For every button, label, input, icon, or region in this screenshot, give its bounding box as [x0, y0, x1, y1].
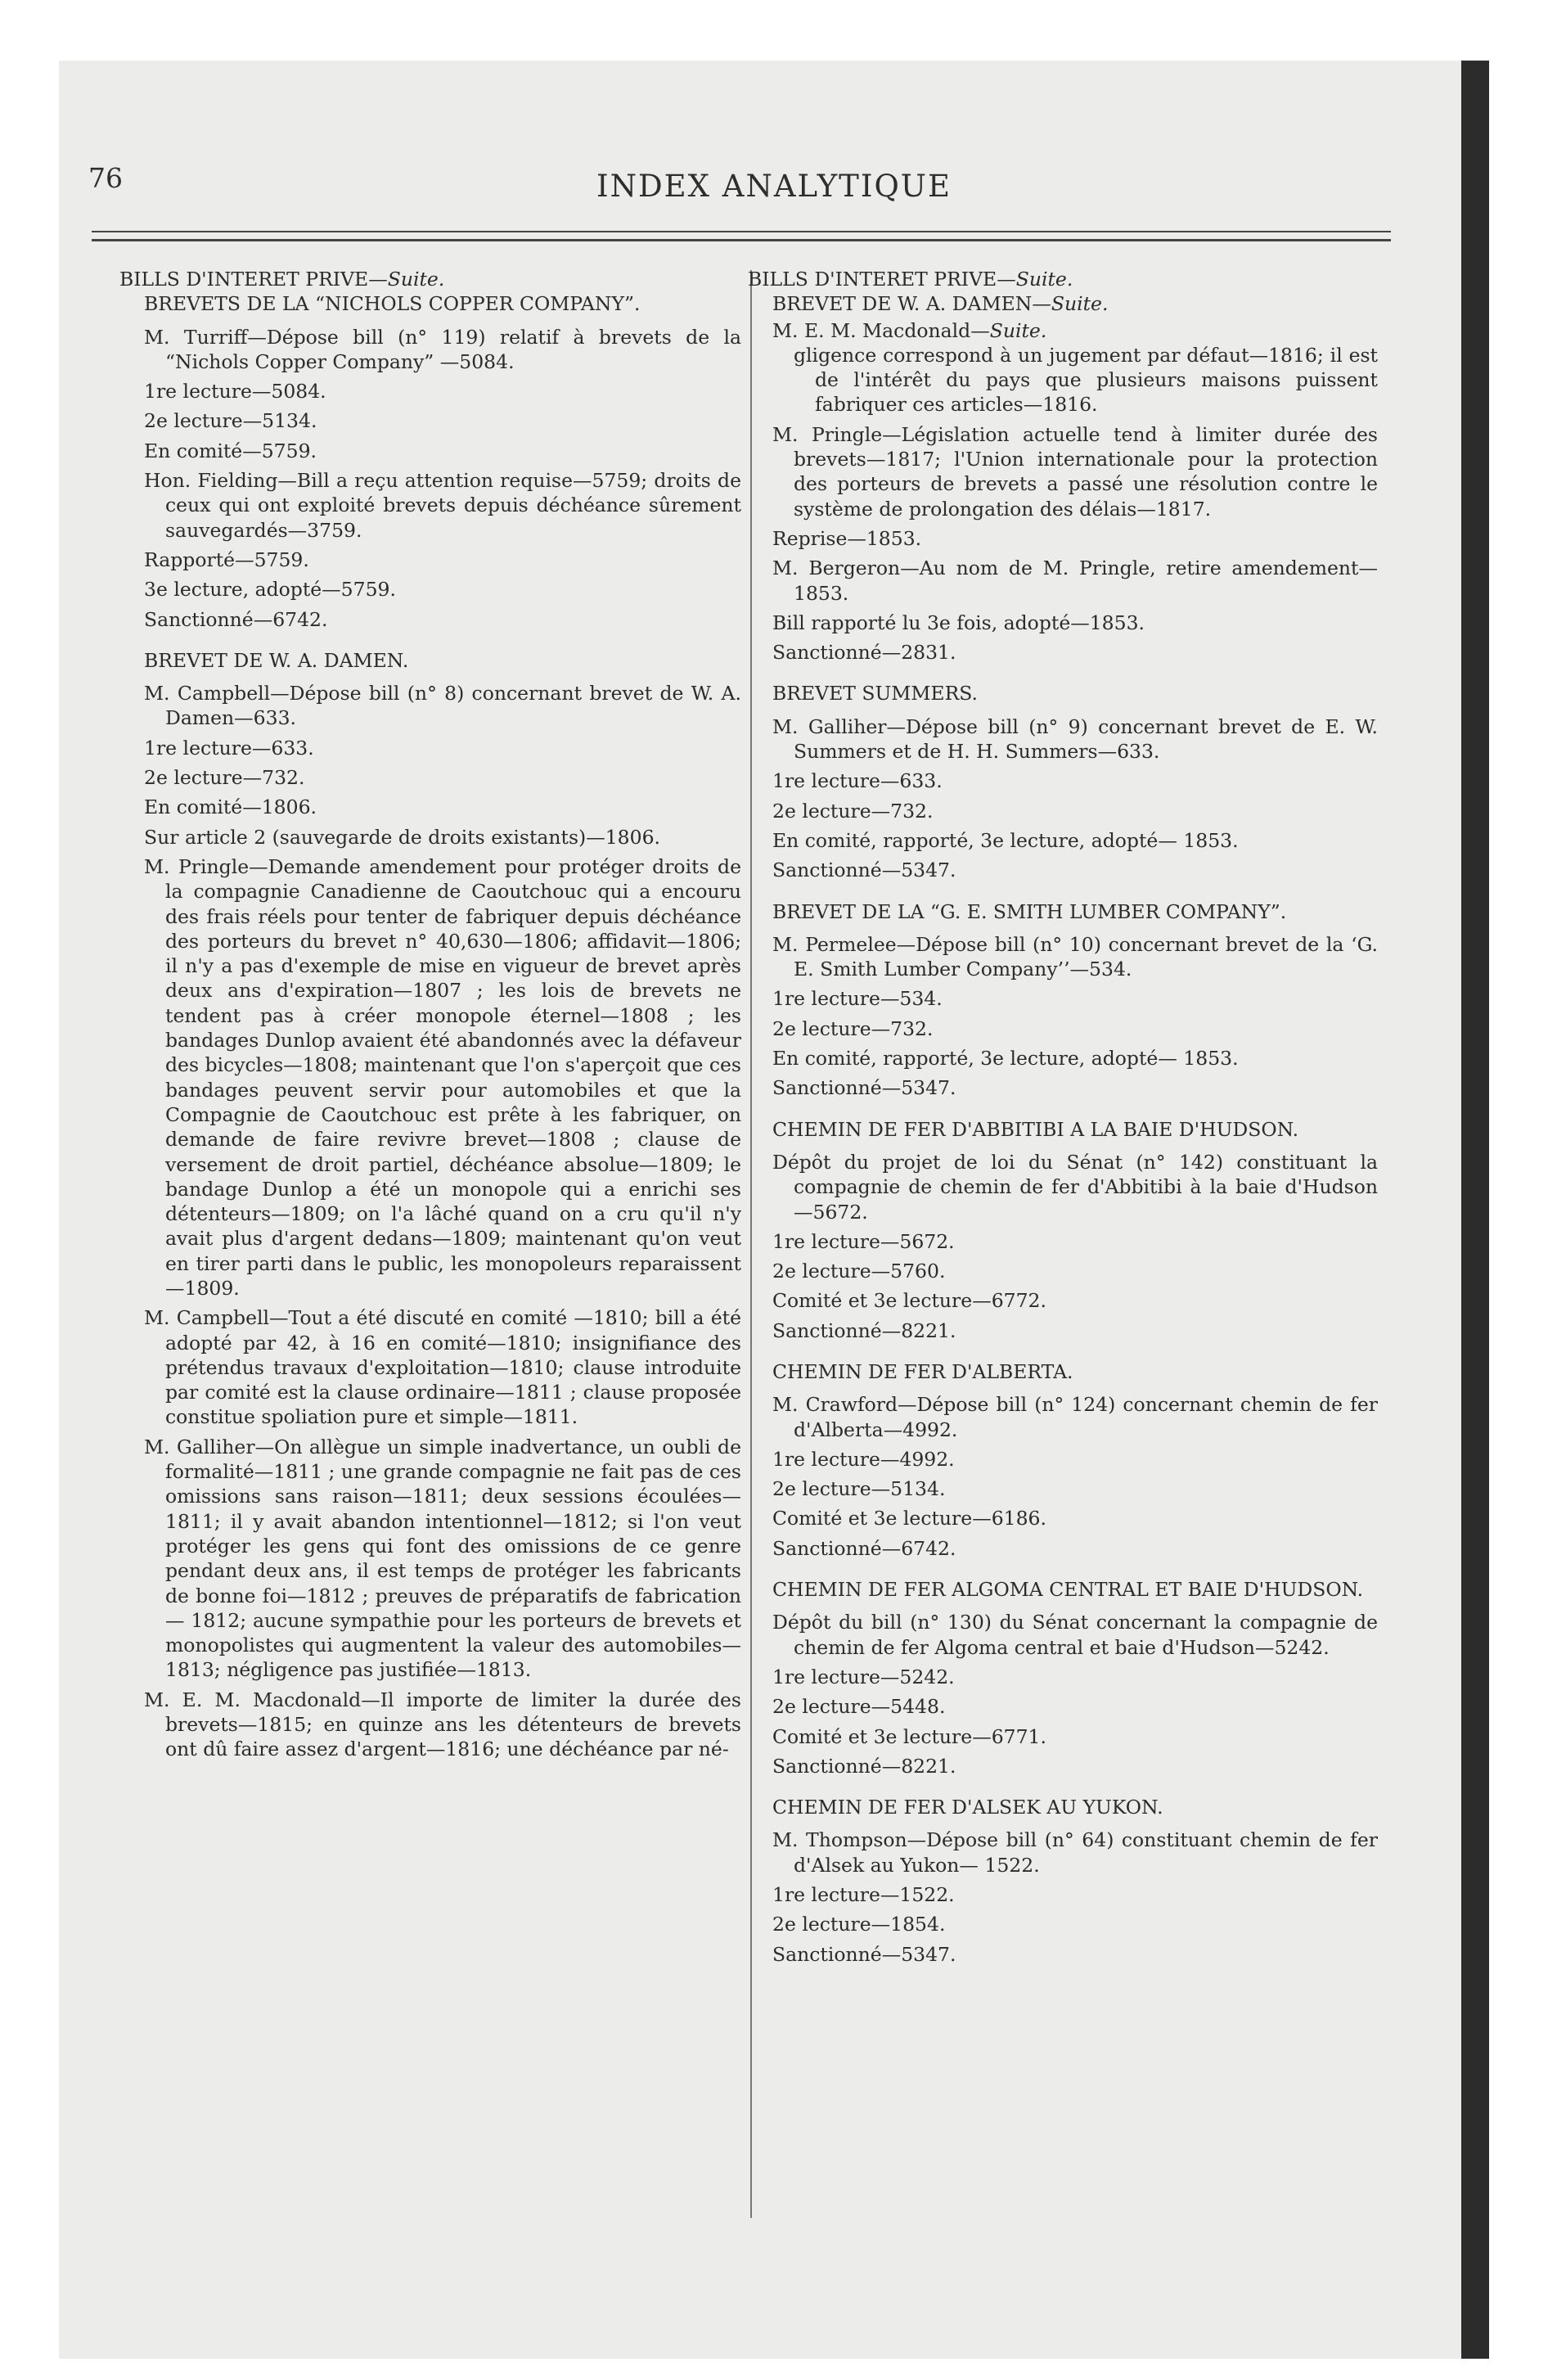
running-head: INDEX ANALYTIQUE: [596, 169, 952, 204]
speaker-heading: M. E. M. Macdonald—Suite.: [772, 318, 1047, 342]
index-entry: M. Campbell—Tout a été discuté en comité —1810; bill a été adopté par 42, à 16 en comité—1810; insignifiance des prétendus travaux d'exploitation—1810; clause introduite par comité est la clause ordinaire—1811 ; clause proposée constitue spoliation pure et simple—1811.: [144, 1306, 741, 1429]
index-entry: M. E. M. Macdonald—Il importe de limiter la durée des brevets—1815; en quinze ans les détenteurs de brevets ont dû faire assez d'argent—1816; une déchéance par né-: [144, 1688, 741, 1761]
column-heading: BILLS D'INTERET PRIVE—Suite.: [748, 268, 1073, 291]
index-entry: M. Pringle—Demande amendement pour protéger droits de la compagnie Canadienne de Caoutchouc qui a encouru des frais réels pour tenter de fabriquer depuis déchéance des porteurs du brevet n° 40,630—1806; affidavit—1806; il n'y a pas d'exemple de mise en vigueur de brevet après deux ans d'expiration—1807 ; les lois de brevets ne tendent pas à créer monopole éternel—1808 ; les bandages Dunlop avaient été abandonnés avec la défaveur des bicycles—1808; maintenant que l'on s'aperçoit que ces bandages peuvent servir pour automobiles et que la Compagnie de Caoutchouc est prête à les fabriquer, on demande de faire revivre brevet—1808 ; clause de versement de droit partiel, déchéance absolue—1809; le bandage Dunlop a été un monopole qui a enrichi ses détenteurs—1809; on l'a lâché quand on a cru qu'il n'y avait plus d'argent dedans—1809; maintenant qu'on veut en tirer parti dans le public, les monopoleurs reparaissent—1809.: [144, 854, 741, 1300]
page-number: 76: [88, 162, 123, 194]
index-entry: 1re lecture—5242.: [772, 1665, 955, 1688]
index-entry: 1re lecture—4992.: [772, 1447, 955, 1471]
index-entry: M. Campbell—Dépose bill (n° 8) concernant brevet de W. A. Damen—633.: [144, 682, 741, 730]
left-column: [119, 267, 741, 1767]
section-heading: CHEMIN DE FER D'ABBITIBI A LA BAIE D'HUDSON.: [772, 1117, 1299, 1141]
index-section: [748, 899, 1378, 1101]
section-heading: BREVET SUMMERS.: [772, 682, 978, 705]
index-entry: Hon. Fielding—Bill a reçu attention requise—5759; droits de ceux qui ont exploité brevets depuis déchéance sûrement sauvegardés—3759.: [144, 469, 741, 542]
index-entry: gligence correspond à un jugement par défaut—1816; il est de l'intérêt du pays que plusieurs maisons puissent fabriquer ces articles—1816.: [794, 343, 1378, 417]
index-entry: En comité—1806.: [144, 796, 317, 819]
index-section: [119, 648, 741, 1762]
index-entry: M. Thompson—Dépose bill (n° 64) constituant chemin de fer d'Alsek au Yukon— 1522.: [772, 1828, 1378, 1877]
index-entry: 2e lecture—1854.: [772, 1913, 946, 1936]
index-entry: M. Bergeron—Au nom de M. Pringle, retire amendement—1853.: [772, 557, 1378, 605]
index-entry: Dépôt du projet de loi du Sénat (n° 142) constituant la compagnie de chemin de fer d'Abbitibi à la baie d'Hudson—5672.: [772, 1150, 1378, 1224]
index-entry: M. Galliher—Dépose bill (n° 9) concernant brevet de E. W. Summers et de H. H. Summers—633.: [772, 714, 1378, 764]
index-entry: Sanctionné—6742.: [772, 1536, 956, 1560]
section-heading: BREVET DE W. A. DAMEN—Suite.: [772, 292, 1109, 316]
index-entry: 2e lecture—732.: [772, 799, 934, 823]
index-section: [748, 1577, 1378, 1778]
index-entry: Reprise—1853.: [772, 526, 922, 550]
index-entry: M. Galliher—On allègue un simple inadvertance, un oubli de formalité—1811 ; une grande compagnie ne fait pas de ces omissions sans raison—1811; deux sessions écoulées—1811; il y avait abandon intentionnel—1812; si l'on veut protéger les gens qui font des omissions de ce genre pendant deux ans, il est temps de protéger les fabricants de bonne foi—1812 ; preuves de préparatifs de fabrication— 1812; aucune sympathie pour les porteurs de brevets et monopolistes qui augmentent la valeur des automobiles—1813; négligence pas justifiée—1813.: [144, 1435, 741, 1682]
book-spine: [1461, 61, 1489, 2359]
index-entry: 2e lecture—5448.: [772, 1695, 946, 1719]
index-entry: 1re lecture—1522.: [772, 1883, 955, 1907]
section-heading: CHEMIN DE FER D'ALBERTA.: [772, 1359, 1073, 1383]
index-entry: 2e lecture—732.: [772, 1016, 934, 1040]
header-rule: [92, 239, 1391, 241]
section-heading: BREVET DE W. A. DAMEN.: [144, 648, 409, 672]
index-section: [748, 1117, 1378, 1343]
index-entry: 1re lecture—633.: [772, 769, 943, 793]
section-heading: CHEMIN DE FER D'ALSEK AU YUKON.: [772, 1796, 1163, 1819]
section-heading: BREVET DE LA “G. E. SMITH LUMBER COMPANY”.: [772, 899, 1287, 923]
index-entry: Sanctionné—2831.: [772, 641, 956, 665]
index-entry: Sanctionné—6742.: [144, 607, 328, 631]
right-column: [748, 267, 1378, 1972]
header-rule: [92, 231, 1391, 232]
index-entry: Comité et 3e lecture—6771.: [772, 1724, 1046, 1748]
index-entry: Sanctionné—8221.: [772, 1318, 956, 1342]
index-entry: 2e lecture—5134.: [772, 1477, 946, 1501]
index-entry: 2e lecture—732.: [144, 766, 305, 790]
section-heading: BREVETS DE LA “NICHOLS COPPER COMPANY”.: [144, 292, 641, 316]
page: [59, 61, 1489, 2359]
index-entry: 2e lecture—5760.: [772, 1260, 946, 1283]
index-entry: Sur article 2 (sauvegarde de droits existants)—1806.: [144, 825, 660, 849]
index-entry: 1re lecture—5084.: [144, 380, 326, 403]
index-entry: Sanctionné—8221.: [772, 1754, 956, 1778]
index-entry: Dépôt du bill (n° 130) du Sénat concernant la compagnie de chemin de fer Algoma central et baie d'Hudson—5242.: [772, 1611, 1378, 1659]
index-entry: 1re lecture—534.: [772, 987, 943, 1011]
index-entry: 1re lecture—5672.: [772, 1229, 955, 1253]
column-heading: BILLS D'INTERET PRIVE—Suite.: [119, 268, 445, 291]
index-entry: M. Turriff—Dépose bill (n° 119) relatif à brevets de la “Nichols Copper Company” —5084.: [144, 325, 741, 373]
index-entry: M. Crawford—Dépose bill (n° 124) concernant chemin de fer d'Alberta—4992.: [772, 1393, 1378, 1441]
section-heading: CHEMIN DE FER ALGOMA CENTRAL ET BAIE D'HUDSON.: [772, 1578, 1364, 1602]
index-entry: En comité—5759.: [144, 439, 317, 462]
index-section: [119, 291, 741, 632]
index-entry: 1re lecture—633.: [144, 736, 314, 760]
index-entry: Rapporté—5759.: [144, 548, 309, 571]
index-entry: 3e lecture, adopté—5759.: [144, 578, 396, 602]
index-entry: Bill rapporté lu 3e fois, adopté—1853.: [772, 611, 1145, 634]
index-entry: Comité et 3e lecture—6186.: [772, 1507, 1046, 1530]
index-entry: 2e lecture—5134.: [144, 409, 317, 433]
index-entry: Comité et 3e lecture—6772.: [772, 1289, 1046, 1313]
index-entry: Sanctionné—5347.: [772, 1942, 956, 1966]
index-section: [748, 681, 1378, 882]
index-entry: M. Permelee—Dépose bill (n° 10) concernant brevet de la ‘G. E. Smith Lumber Company’’—534.: [772, 932, 1378, 981]
index-entry: En comité, rapporté, 3e lecture, adopté— 1853.: [772, 1047, 1239, 1071]
index-section: [748, 1795, 1378, 1967]
index-section: [748, 291, 1378, 665]
index-entry: Sanctionné—5347.: [772, 859, 956, 882]
index-entry: M. Pringle—Législation actuelle tend à limiter durée des brevets—1817; l'Union internationale pour la protection des porteurs de brevets a passé une résolution contre le système de prolongation des délais—1817.: [772, 422, 1378, 521]
index-section: [748, 1359, 1378, 1561]
index-entry: En comité, rapporté, 3e lecture, adopté— 1853.: [772, 828, 1239, 852]
index-entry: Sanctionné—5347.: [772, 1076, 956, 1100]
